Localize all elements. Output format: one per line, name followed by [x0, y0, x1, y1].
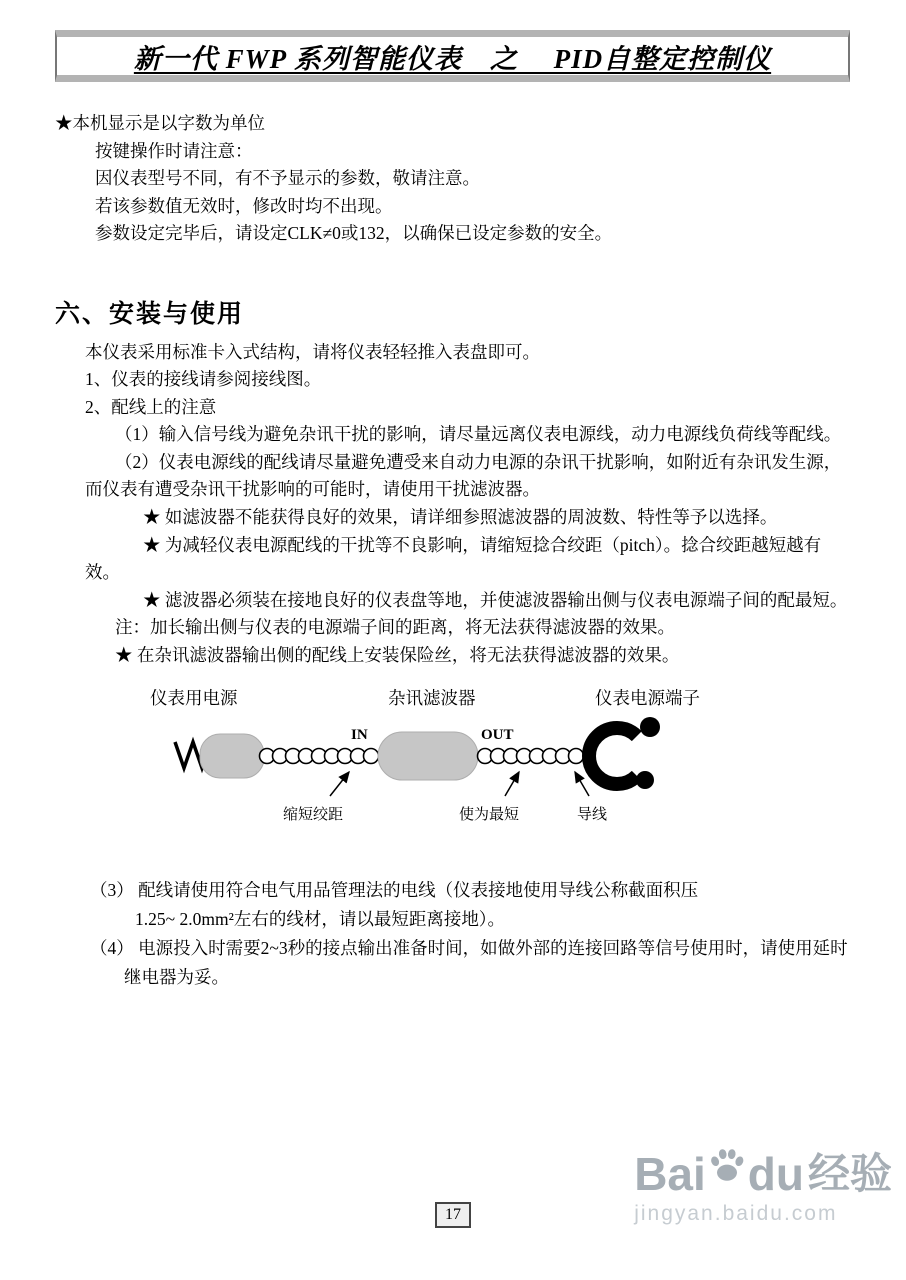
note-star-line: ★本机显示是以字数为单位: [55, 113, 265, 133]
arrow-shortest: [505, 772, 519, 796]
baidu-watermark: [634, 1146, 892, 1226]
terminal-c-shape: [589, 728, 637, 784]
diagram-label-terminal: 仪表电源端子: [595, 687, 700, 708]
diagram-label-in: IN: [351, 726, 368, 743]
para-sub2: （2）仪表电源线的配线请尽量避免遭受来自动力电源的杂讯干扰影响，如附近有杂讯发生源，而仪表有遭受杂讯干扰影响的可能时，请使用干扰滤波器。: [85, 451, 842, 500]
para-intro: 本仪表采用标准卡入式结构，请将仪表轻轻推入表盘即可。: [85, 341, 540, 362]
post-diagram-block: [90, 876, 850, 992]
wiring-diagram: [55, 682, 850, 832]
note-line-2: 因仪表型号不同，有不予显示的参数，敬请注意。: [95, 168, 480, 188]
power-source-shape: [200, 734, 264, 778]
para-sub1: （1）输入信号线为避免杂讯干扰的影响，请尽量远离仪表电源线，动力电源线负荷线等配线。: [115, 424, 842, 445]
section-heading: 六、安装与使用: [55, 300, 245, 328]
watermark-brand-left: Bai: [634, 1148, 706, 1200]
para-star1: ★ 如滤波器不能获得良好的效果，请详细参照滤波器的周波数、特性等予以选择。: [143, 507, 778, 528]
terminal-dot-bottom: [636, 771, 654, 789]
para-star3: ★ 滤波器必须装在接地良好的仪表盘等地，并使滤波器输出侧与仪表电源端子间的配最短。: [143, 589, 848, 610]
callout-shortest: 使为最短: [459, 806, 520, 823]
twisted-pair-right: [478, 748, 584, 763]
watermark-brand-right: du: [747, 1148, 804, 1200]
page-number: 17: [445, 1206, 461, 1223]
document-title: 新一代 FWP 系列智能仪表 之 PID自整定控制仪: [133, 43, 772, 74]
header-title-box: [55, 30, 850, 82]
note-line-1: 按键操作时请注意：: [95, 140, 253, 161]
section-body: [85, 339, 850, 670]
watermark-brand: [634, 1146, 892, 1198]
callout-twist: 缩短绞距: [283, 806, 344, 823]
diagram-label-filter: 杂讯滤波器: [388, 687, 476, 708]
notes-block: [55, 110, 850, 248]
wiring-diagram-svg: [55, 682, 850, 832]
callout-wire: 导线: [577, 806, 608, 823]
para-item1: 1、仪表的接线请参阅接线图。: [85, 369, 322, 390]
terminal-dot-top: [640, 717, 660, 737]
page-body: [0, 30, 906, 992]
arrow-twist: [330, 772, 349, 796]
arrow-wire: [575, 772, 589, 796]
para-item2: 2、配线上的注意: [85, 396, 217, 417]
para-sub3-line1: （3） 配线请使用符合电气用品管理法的电线（仪表接地使用导线公称截面积压: [90, 879, 699, 900]
noise-filter-shape: [378, 732, 478, 780]
watermark-url: jingyan.baidu.com: [634, 1202, 838, 1225]
para-note: 注：加长输出侧与仪表的电源端子间的距离，将无法获得滤波器的效果。: [115, 617, 675, 638]
paw-icon: [708, 1146, 746, 1186]
page-number-box: [435, 1202, 471, 1228]
diagram-label-out: OUT: [481, 726, 514, 743]
note-line-4: 参数设定完毕后，请设定CLK≠0或132，以确保已设定参数的安全。: [95, 223, 613, 243]
note-line-3: 若该参数值无效时，修改时均不出现。: [95, 195, 393, 216]
para-star4: ★ 在杂讯滤波器输出侧的配线上安装保险丝，将无法获得滤波器的效果。: [115, 645, 680, 666]
para-sub4: （4） 电源投入时需要2~3秒的接点输出准备时间，如做外部的连接回路等信号使用时，请使用延时继电器为妥。: [90, 937, 848, 987]
watermark-brand-cn: 经验: [807, 1150, 892, 1197]
para-star2: ★ 为减轻仪表电源配线的干扰等不良影响，请缩短捻合绞距（pitch）。捻合绞距越短越有效。: [85, 534, 822, 583]
para-sub3-line2: 1.25~ 2.0mm²左右的线材，请以最短距离接地）。: [135, 908, 506, 929]
twisted-pair-left: [260, 748, 379, 763]
diagram-label-power: 仪表用电源: [150, 687, 238, 708]
